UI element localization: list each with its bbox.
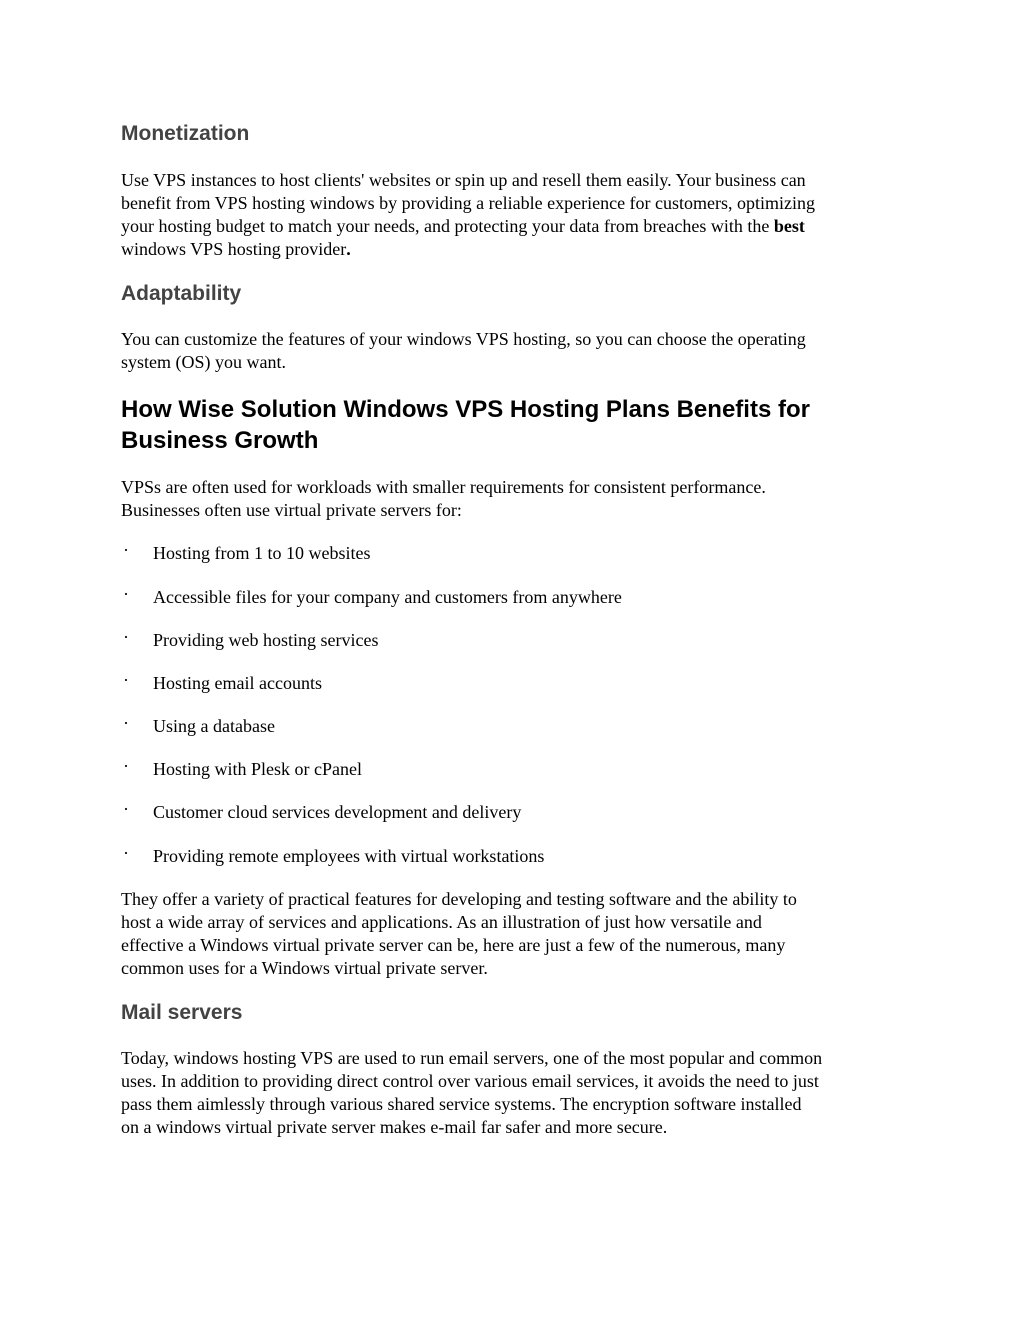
paragraph-mail-servers [121, 1047, 822, 1139]
list-item-text: Accessible files for your company and customers from anywhere [153, 587, 622, 607]
paragraph-line [121, 215, 815, 238]
bold-period: . [346, 239, 351, 259]
bullet-dot: · [123, 843, 129, 863]
list-item-text: Providing remote employees with virtual workstations [153, 846, 545, 866]
paragraph-line: effective a Windows virtual private server can be, here are just a few of the numerous, many [121, 935, 786, 955]
paragraph-line: on a windows virtual private server makes e-mail far safer and more secure. [121, 1117, 668, 1137]
bullet-dot: · [123, 756, 129, 776]
bullet-dot: · [123, 713, 129, 733]
paragraph-line: Today, windows hosting VPS are used to run email servers, one of the most popular and common [121, 1048, 823, 1068]
heading-benefits [121, 394, 810, 456]
list-item-text: Providing web hosting services [153, 630, 379, 650]
paragraph-line-text: your hosting budget to match your needs, and protecting your data from breaches with the [121, 216, 774, 236]
paragraph-monetization [121, 169, 815, 261]
list-item-text: Hosting with Plesk or cPanel [153, 759, 362, 779]
paragraph-line: uses. In addition to providing direct control over various email services, it avoids the need to just [121, 1071, 819, 1091]
heading-mail-servers: Mail servers [121, 1001, 243, 1024]
list-item-text: Hosting from 1 to 10 websites [153, 543, 371, 563]
heading-monetization: Monetization [121, 122, 250, 145]
paragraph-line: host a wide array of services and applications. As an illustration of just how versatile and [121, 912, 762, 932]
paragraph-line: benefit from VPS hosting windows by providing a reliable experience for customers, optimizing [121, 193, 816, 213]
paragraph-line: pass them aimlessly through various shared service systems. The encryption software installed [121, 1094, 802, 1114]
list-item-text: Hosting email accounts [153, 673, 322, 693]
paragraph-line: Use VPS instances to host clients' websites or spin up and resell them easily. Your business can [121, 170, 806, 190]
paragraph-line: common uses for a Windows virtual private server. [121, 958, 488, 978]
paragraph-line: system (OS) you want. [121, 352, 286, 372]
heading-line: How Wise Solution Windows VPS Hosting Plans Benefits for [121, 396, 810, 423]
paragraph-line: You can customize the features of your windows VPS hosting, so you can choose the operating [121, 329, 806, 349]
list-item-text: Using a database [153, 716, 275, 736]
paragraph-line: Businesses often use virtual private servers for: [121, 500, 462, 520]
list-item-text: Customer cloud services development and delivery [153, 802, 522, 822]
paragraph-line: VPSs are often used for workloads with smaller requirements for consistent performance. [121, 477, 766, 497]
bullet-dot: · [123, 584, 129, 604]
paragraph-benefits-intro [121, 476, 766, 522]
paragraph-line: They offer a variety of practical features for developing and testing software and the ability to [121, 889, 797, 909]
paragraph-adaptability [121, 328, 806, 374]
heading-line: Business Growth [121, 427, 319, 454]
paragraph-line [121, 238, 815, 261]
bullet-dot: · [123, 670, 129, 690]
paragraph-benefits-outro [121, 888, 797, 980]
bold-word-best: best [773, 216, 805, 236]
paragraph-line-text: windows VPS hosting provider [121, 239, 347, 259]
bullet-dot: · [123, 540, 129, 560]
bullet-dot: · [123, 627, 129, 647]
bullet-dot: · [123, 799, 129, 819]
heading-adaptability: Adaptability [121, 282, 242, 305]
